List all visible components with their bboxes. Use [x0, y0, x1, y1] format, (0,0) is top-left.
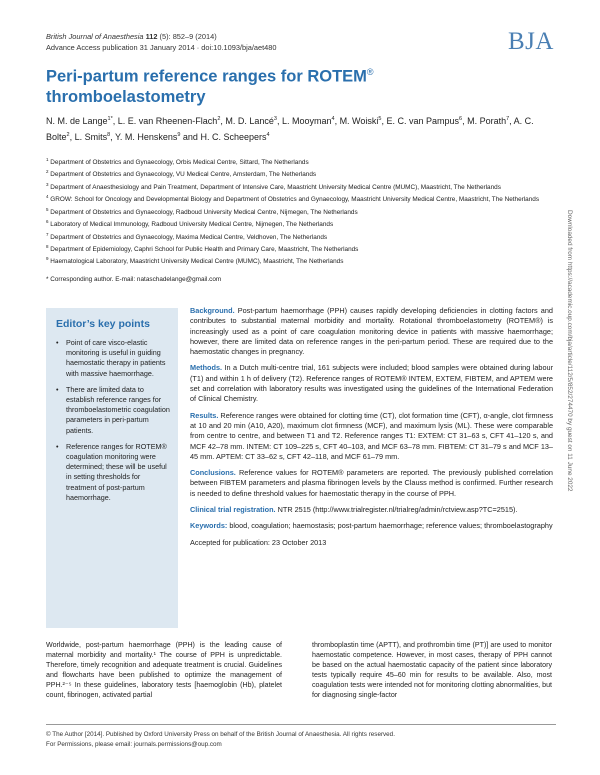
keywords-text: blood, coagulation; haemostasis; post-partum haemorrhage; reference values; thromboelastography: [227, 521, 553, 531]
journal-name: British Journal of Anaesthesia: [46, 32, 144, 41]
affiliation-item: [46, 167, 571, 179]
journal-logo: BJA: [508, 28, 554, 55]
abstract-results: [190, 411, 553, 462]
affiliation-item: [46, 180, 571, 192]
trial-registration: [190, 505, 553, 515]
accepted-date: Accepted for publication: 23 October 2013: [190, 537, 327, 547]
download-watermark: [566, 210, 582, 570]
trial-heading: Clinical trial registration.: [190, 505, 276, 515]
key-point-item: • Point of care visco-elastic monitoring is useful in guiding haemostatic therapy in patients with massive haemorrhage.: [56, 338, 170, 379]
keywords: [190, 521, 553, 531]
download-watermark-text: Downloaded from https://academic.oup.com/bja/article/112/5/852/274470 by guest on 11 June 2022: [566, 210, 573, 492]
affiliation-number: 4: [46, 194, 49, 200]
affiliation-item: [46, 254, 571, 266]
affiliation-text: Department of Obstetrics and Gynaecology, Maxima Medical Centre, Veldhoven, The Netherlands: [48, 233, 328, 241]
affiliation-text: Laboratory of Medical Immunology, Radboud University Medical Centre, Nijmegen, The Netherlands: [48, 221, 334, 229]
conclusions-heading: Conclusions.: [190, 468, 236, 478]
affiliation-list: [46, 155, 571, 267]
affiliation-number: 9: [46, 256, 49, 262]
body-text-right-column: thromboplastin time (APTT), and prothrombin time (PT)] are used to monitor haemostatic competence. However, in most cases, therapy of PPH cannot be based on the actual haemostatic capacity of the patient since laboratory tests typically require 45–60 min for results to be available. Also, most coagulation tests were intended not for monitoring clotting abnormalities, but for diagnosing single-factor: [312, 641, 552, 699]
affiliation-text: Department of Epidemiology, Caphri School for Public Health and Primary Care, Maastricht, The Netherlands: [48, 246, 359, 254]
affiliation-number: 1: [46, 157, 49, 162]
background-heading: Background.: [190, 306, 235, 315]
abstract-methods: [190, 363, 553, 404]
journal-volume: 112: [145, 32, 158, 41]
journal-issue-pages: (5): 852–9 (2014): [157, 32, 217, 41]
abstract-conclusions: [190, 468, 553, 499]
affiliation-item: [46, 205, 571, 217]
affiliation-number: 5: [46, 206, 49, 212]
key-point-item: • Reference ranges for ROTEM® coagulation monitoring were determined; these will be useful in setting thresholds for treatment of post-partum haemorrhage.: [56, 442, 170, 503]
affiliation-text: Department of Obstetrics and Gynaecology, Radboud University Medical Centre, Nijmegen, The Netherlands: [48, 208, 358, 216]
affiliation-item: [46, 230, 571, 242]
affiliation-text: GROW: School for Oncology and Developmental Biology and Department of Obstetrics and Gynaecology, Maastricht University Medical Centre, Maastricht, The Netherlands: [48, 196, 540, 204]
copyright-notice: © The Author [2014]. Published by Oxford University Press on behalf of the British Journal of Anaesthesia. All rights reserved.: [46, 731, 395, 738]
keywords-heading: Keywords:: [190, 521, 228, 531]
body-text-left-column: Worldwide, post-partum haemorrhage (PPH) is the leading cause of maternal morbidity and mortality.¹ The course of PPH is unpredictable. Therefore, timely recognition and adequate treatment is crucial. Guidelines and flowcharts have been published to optimize the management of PPH.²⁻⁵ In these guidelines, laboratory tests [haemoglobin (Hb), platelet count, fibrinogen, activated partial: [46, 641, 282, 699]
abstract: [190, 306, 553, 554]
affiliation-text: Department of Obstetrics and Gynaecology, Orbis Medical Centre, Sittard, The Netherlands: [48, 159, 309, 167]
editors-key-points-box: [46, 308, 178, 628]
footer: [46, 730, 395, 750]
affiliation-number: 6: [46, 219, 49, 225]
methods-text: In a Dutch multi-centre trial, 161 subjects were included; blood samples were obtained during labour (T1) and within 1 h of delivery (T2). Reference ranges of ROTEM® INTEM, EXTEM, FIBTEM, and APTEM were set and correlation with laboratory results was investigated using the guidelines of the International Federation of Clinical Chemistry.: [190, 363, 553, 404]
results-heading: Results.: [190, 410, 219, 420]
title-line-2: thromboelastometry: [46, 87, 206, 106]
footer-divider: [46, 724, 556, 725]
background-text: Post-partum haemorrhage (PPH) causes rapidly developing deficiencies in clotting factors and contributes to substantial maternal morbidity and mortality. Rotational thromboelastometry (ROTEM®) is increasingly used as a point of care coagulation monitoring device in patients with massive haemorrhage; however, there are limited data on reference ranges in the peri-partum period. These are required due to the haemostatic changes in pregnancy.: [190, 306, 553, 357]
methods-heading: Methods.: [190, 363, 223, 373]
affiliation-text: Department of Obstetrics and Gynaecology, VU Medical Centre, Amsterdam, The Netherlands: [48, 171, 317, 179]
affiliation-number: 3: [46, 181, 49, 187]
affiliation-number: 7: [46, 231, 49, 237]
abstract-background: [190, 306, 553, 357]
author-list: N. M. de Lange$^{1*}$, L. E. van Rheenen-Flach$^2$, M. D. Lancé$^3$, L. Mooyman$^4$, M. Woiski$^5$, E. C. van Pampus$^6$, M. Porath$^7$, A. C. Bolte$^2$, L. Smits$^8$, Y. M. Henskens$^9$ and H. C. Scheepers$^4$: [46, 116, 534, 142]
permissions-notice: For Permissions, please email: journals.permissions@oup.com: [46, 741, 222, 748]
affiliation-item: [46, 192, 571, 204]
title-text: Peri-partum reference ranges for ROTEM: [46, 67, 367, 86]
affiliation-number: 2: [46, 169, 49, 175]
journal-citation: [46, 32, 277, 53]
corresponding-author: * Corresponding author. E-mail: nataschadelange@gmail.com: [46, 276, 222, 283]
affiliation-item: [46, 155, 571, 167]
conclusions-text: Reference values for ROTEM® parameters are reported. The previously published correlation between FIBTEM parameters and plasma fibrinogen levels by the Clauss method is confirmed. Further research is needed to define threshold values for haemostatic therapy in the course of PPH.: [190, 468, 553, 498]
affiliation-item: [46, 242, 571, 254]
affiliation-text: Department of Anaesthesiology and Pain Treatment, Department of Intensive Care, Maastricht University Medical Centre (MUMC), Maastricht, The Netherlands: [48, 183, 501, 191]
advance-access-line: Advance Access publication 31 January 2014 · doi:10.1093/bja/aet480: [46, 42, 277, 52]
affiliation-text: Haematological Laboratory, Maastricht University Medical Centre (MUMC), Maastricht, The Netherlands: [48, 258, 344, 266]
article-title: [46, 62, 446, 107]
key-point-item: • There are limited data to establish reference ranges for thromboelastometric coagulation parameters in peri-partum patients.: [56, 385, 170, 436]
results-text: Reference ranges were obtained for clotting time (CT), clot formation time (CFT), α-angle, clot firmness at 10 and 20 min (A10, A20), maximum clot firmness (MCF), and maximum lysis (ML). These were comparable from centre to centre, and between T1 and T2. Reference ranges T1: EXTEM: CT 31–63 s, CFT 41–120 s, and MCF 42–78 mm. INTEM: CT 109–225 s, CFT 40–103, and MCF 63–78 mm. FIBTEM: CT 31–79 s and MCF 13–45 mm. APTEM: CT 33–62 s, CFT 42–118, and MCF 61–79 mm.: [190, 410, 553, 461]
registered-mark: ®: [366, 67, 374, 77]
key-points-title: Editor’s key points: [56, 318, 150, 330]
affiliation-item: [46, 217, 571, 229]
trial-text: NTR 2515 (http://www.trialregister.nl/trialreg/admin/rctview.asp?TC=2515).: [275, 505, 518, 515]
affiliation-number: 8: [46, 243, 49, 249]
key-points-list: [56, 338, 170, 503]
